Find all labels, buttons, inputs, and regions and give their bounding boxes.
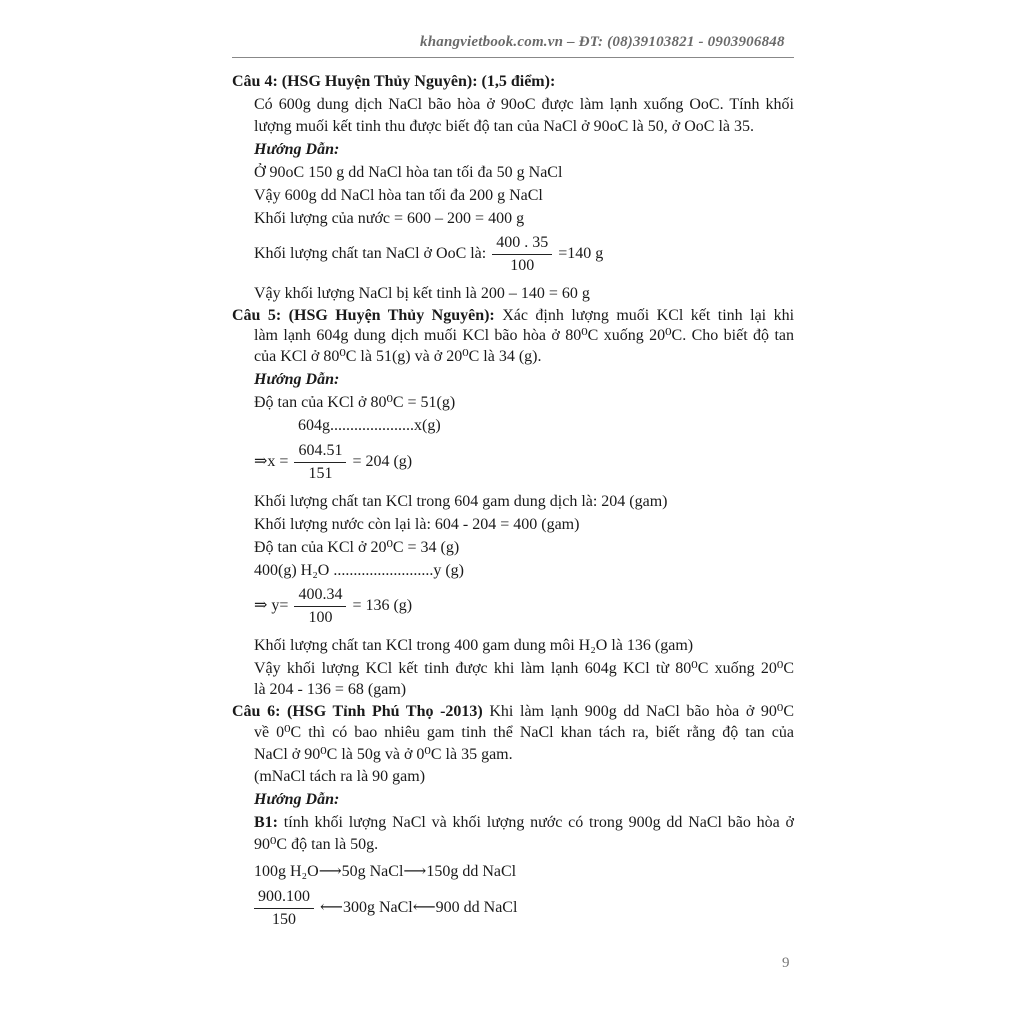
q5-fraction-x-denominator: 151 <box>308 465 333 482</box>
q4-line2: lượng muối kết tinh thu được biết độ tan của NaCl ở 90oC là 50, ở OoC là 35. <box>254 118 755 135</box>
q6-relation2 <box>254 886 517 931</box>
q6-line4: (mNaCl tách ra là 90 gam) <box>254 768 426 785</box>
q5-step3 <box>254 440 412 485</box>
q4-fraction-numerator: 400 . 35 <box>492 232 552 255</box>
q4-title: Câu 4: (HSG Huyện Thủy Nguyên): (1,5 điểm): <box>232 73 556 90</box>
q5-step6: Độ tan của KCl ở 20⁰C = 34 (g) <box>254 539 460 556</box>
page-number: 9 <box>782 955 790 971</box>
q6-line1-rest: Khi làm lạnh 900g dd NaCl bão hòa ở 90⁰C <box>489 703 795 720</box>
q4-fraction <box>492 232 552 277</box>
q5-line2: làm lạnh 604g dung dịch muối KCl bão hòa ở 80⁰C xuống 20⁰C. Cho biết độ tan <box>254 327 794 344</box>
q6-fraction <box>254 886 314 931</box>
q5-step4: Khối lượng chất tan KCl trong 604 gam dung dịch là: 204 (gam) <box>254 493 668 510</box>
q5-line3: của KCl ở 80⁰C là 51(g) và ở 20⁰C là 34 (g). <box>254 348 542 365</box>
q5-step7: 400(g) H₂O .........................y (g) <box>254 562 464 579</box>
q5-step10: Vậy khối lượng KCl kết tinh được khi làm lạnh 604g KCl từ 80⁰C xuống 20⁰C <box>254 660 794 677</box>
q5-step8 <box>254 584 412 629</box>
q6-b1-rest: tính khối lượng NaCl và khối lượng nước có trong 900g dd NaCl bão hòa ở <box>283 814 795 831</box>
q5-step11: là 204 - 136 = 68 (gam) <box>254 681 407 698</box>
q4-guide: Hướng Dẫn: <box>254 141 340 158</box>
q4-fraction-denominator: 100 <box>510 257 535 274</box>
q4-step1: Ở 90oC 150 g dd NaCl hòa tan tối đa 50 g NaCl <box>254 164 563 181</box>
q4-step4-result: =140 g <box>558 245 604 263</box>
q6-relation2-rest: ⟵300g NaCl⟵900 dd NaCl <box>320 899 518 917</box>
q5-step5: Khối lượng nước còn lại là: 604 - 204 = 400 (gam) <box>254 516 580 533</box>
q5-step3-result: = 204 (g) <box>352 453 413 471</box>
q6-b1-label: B1: <box>254 814 278 831</box>
q5-guide: Hướng Dẫn: <box>254 371 340 388</box>
q6-fraction-denominator: 150 <box>272 911 296 928</box>
q4-step3: Khối lượng của nước = 600 – 200 = 400 g <box>254 210 525 227</box>
q4-step4 <box>254 232 603 277</box>
q6-line3: NaCl ở 90⁰C là 50g và ở 0⁰C là 35 gam. <box>254 746 513 763</box>
q6-guide: Hướng Dẫn: <box>254 791 340 808</box>
q6-b1-line1 <box>254 813 794 833</box>
q5-line1-rest: Xác định lượng muối KCl kết tinh lại khi <box>502 307 795 324</box>
q4-step5: Vậy khối lượng NaCl bị kết tinh là 200 – 140 = 60 g <box>254 285 590 302</box>
q4-line1: Có 600g dung dịch NaCl bão hòa ở 90oC được làm lạnh xuống OoC. Tính khối <box>254 96 794 113</box>
q5-line1 <box>232 306 794 326</box>
q4-step4-prefix: Khối lượng chất tan NaCl ở OoC là: <box>254 245 487 263</box>
q5-step9: Khối lượng chất tan KCl trong 400 gam dung môi H₂O là 136 (gam) <box>254 637 694 654</box>
q6-fraction-numerator: 900.100 <box>254 886 314 909</box>
q5-fraction-x <box>294 440 346 485</box>
q5-fraction-x-numerator: 604.51 <box>294 440 346 463</box>
q6-line2: về 0⁰C thì có bao nhiêu gam tinh thể NaCl khan tách ra, biết rằng độ tan của <box>254 724 794 741</box>
q5-step3-prefix: ⇒x = <box>254 453 289 471</box>
q5-fraction-y-denominator: 100 <box>308 609 333 626</box>
q5-title: Câu 5: (HSG Huyện Thủy Nguyên): <box>232 307 495 324</box>
q5-step1: Độ tan của KCl ở 80⁰C = 51(g) <box>254 394 456 411</box>
page-header: khangvietbook.com.vn – ĐT: (08)39103821 - 0903906848 <box>420 34 785 50</box>
q5-fraction-y <box>294 584 346 629</box>
q6-b1-line2: 90⁰C độ tan là 50g. <box>254 836 379 853</box>
q5-step8-prefix: ⇒ y= <box>254 597 289 615</box>
q5-fraction-y-numerator: 400.34 <box>294 584 346 607</box>
q5-step2: 604g.....................x(g) <box>298 417 441 434</box>
q6-title: Câu 6: (HSG Tỉnh Phú Thọ -2013) <box>232 703 483 720</box>
q4-step2: Vậy 600g dd NaCl hòa tan tối đa 200 g NaCl <box>254 187 543 204</box>
header-rule <box>232 57 794 58</box>
q6-line1 <box>232 702 794 722</box>
q6-relation1: 100g H₂O⟶50g NaCl⟶150g dd NaCl <box>254 863 517 880</box>
q5-step8-result: = 136 (g) <box>352 597 413 615</box>
